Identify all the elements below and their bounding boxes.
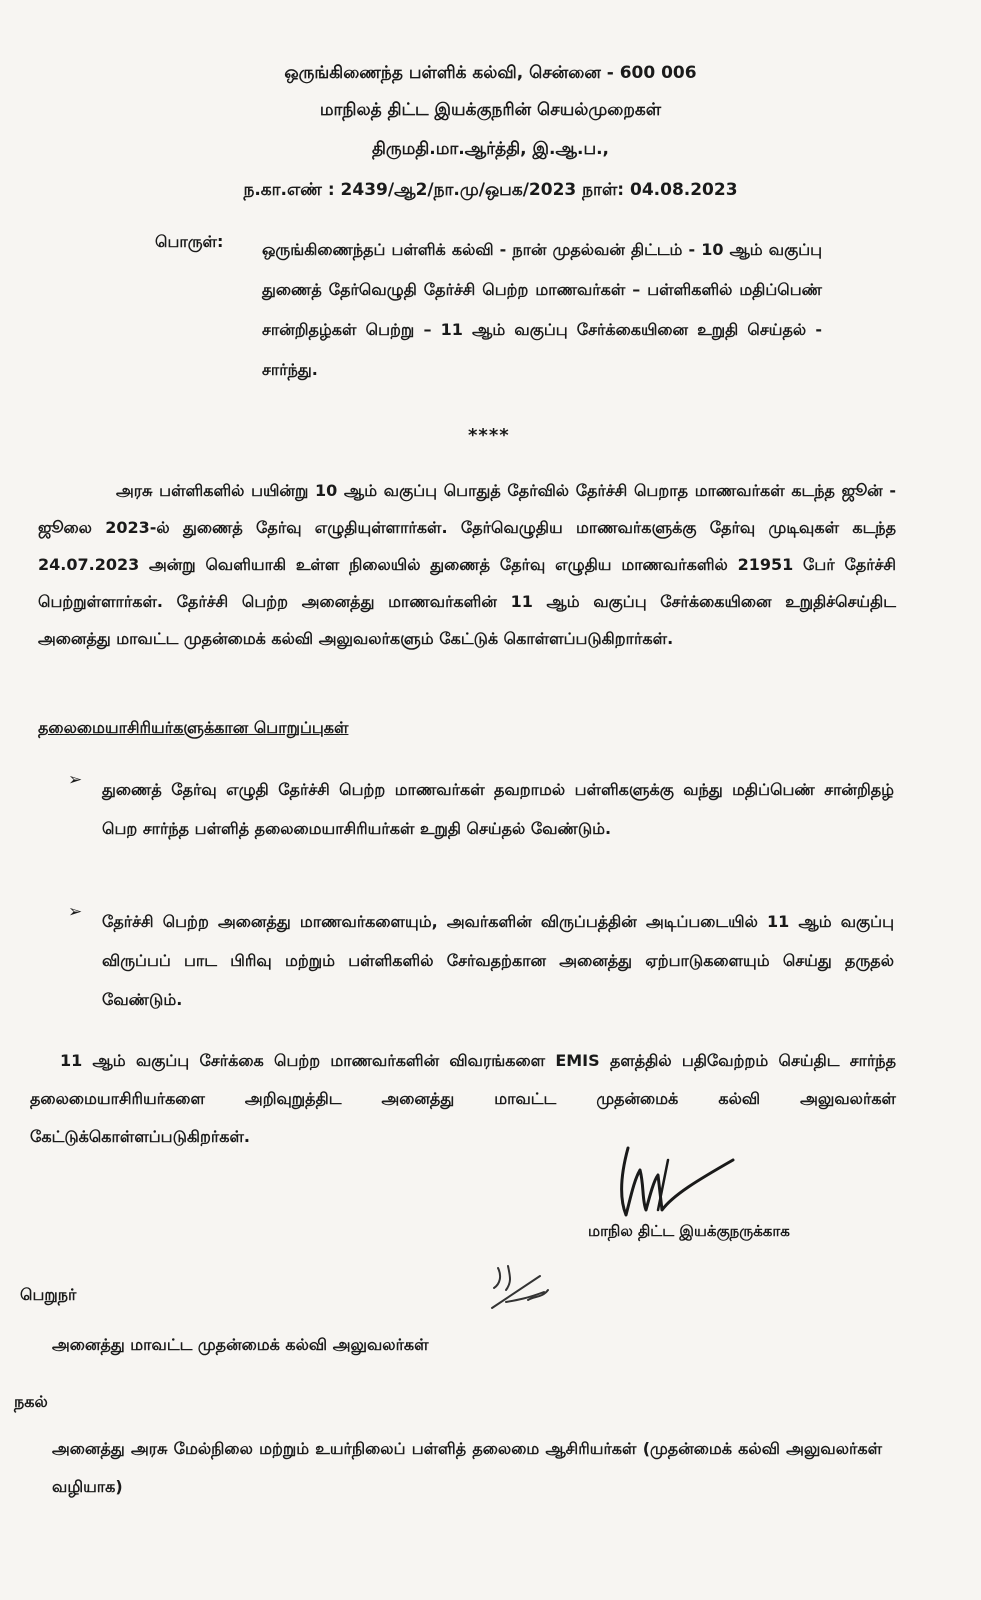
reference-number-date: ந.கா.எண் : 2439/ஆ2/நா.மு/ஒபக/2023 நாள்: 04.08.2023 bbox=[243, 180, 738, 200]
body-paragraph-emis: 11 ஆம் வகுப்பு சேர்க்கை பெற்ற மாணவர்களின் விவரங்களை EMIS தளத்தில் பதிவேற்றம் செய்திட சார்ந்த தலைமையாசிரியர்களை அறிவுறுத்திட அனைத்து மாவட்ட முதன்மைக் கல்வி அலுவலர்கள் கேட்டுக்கொள்ளப்படுகிறர்கள். bbox=[30, 1051, 896, 1146]
bullet-item: தேர்ச்சி பெற்ற அனைத்து மாணவர்களையும், அவர்களின் விருப்பத்தின் அடிப்படையில் 11 ஆம் வகுப்பு விருப்பப் பாட பிரிவு மற்றும் பள்ளிகளில் சேர்வதற்கான அனைத்து ஏற்பாடுகளையும் செய்து தருதல் வேண்டும். bbox=[102, 912, 894, 1009]
body-paragraph-1: அரசு பள்ளிகளில் பயின்று 10 ஆம் வகுப்பு பொதுத் தேர்வில் தேர்ச்சி பெறாத மாணவர்கள் கடந்த ஜூன் - ஜூலை 2023-ல் துணைத் தேர்வு எழுதியுள்ளார்கள். தேர்வெழுதிய மாணவர்களுக்கு தேர்வு முடிவுகள் கடந்த 24.07.2023 அன்று வெளியாகி உள்ள நிலையில் துணைத் தேர்வு எழுதிய மாணவர்களில் 21951 பேர் தேர்ச்சி பெற்றுள்ளார்கள். தேர்ச்சி பெற்ற அனைத்து மாணவர்களின் 11 ஆம் வகுப்பு சேர்க்கையினை உறுதிச்செய்திட அனைத்து மாவட்ட முதன்மைக் கல்வி அலுவலர்களும் கேட்டுக் கொள்ளப்படுகிறார்கள். bbox=[38, 481, 896, 648]
copy-line: அனைத்து அரசு மேல்நிலை மற்றும் உயர்நிலைப் பள்ளித் தலைமை ஆசிரியர்கள் (முதன்மைக் கல்வி அலுவலர்கள் வழியாக) bbox=[52, 1439, 882, 1496]
handwritten-initials bbox=[488, 1262, 558, 1312]
header-officer-name: திருமதி.மா.ஆர்த்தி, இ.ஆ.ப., bbox=[371, 139, 610, 159]
bullet-item: துணைத் தேர்வு எழுதி தேர்ச்சி பெற்ற மாணவர்கள் தவறாமல் பள்ளிகளுக்கு வந்து மதிப்பெண் சான்றிதழ் பெற சார்ந்த பள்ளித் தலைமையாசிரியர்கள் உறுதி செய்தல் வேண்டும். bbox=[102, 780, 895, 838]
copy-label: நகல் bbox=[14, 1392, 48, 1411]
subject-label: பொருள்: bbox=[155, 232, 224, 251]
bullet-arrow-icon: ➢ bbox=[68, 770, 83, 790]
section-separator: **** bbox=[468, 425, 510, 446]
header-office-line: ஒருங்கிணைந்த பள்ளிக் கல்வி, சென்னை - 600 006 bbox=[284, 63, 697, 83]
signatory-title: மாநில திட்ட இயக்குநருக்காக bbox=[588, 1222, 790, 1240]
recipient-line: அனைத்து மாவட்ட முதன்மைக் கல்வி அலுவலர்கள் bbox=[52, 1335, 429, 1354]
subject-text: ஒருங்கிணைந்தப் பள்ளிக் கல்வி - நான் முதல்வன் திட்டம் - 10 ஆம் வகுப்பு துணைத் தேர்வெழுதி தேர்ச்சி பெற்ற மாணவர்கள் – பள்ளிகளில் மதிப்பெண் சான்றிதழ்கள் பெற்று – 11 ஆம் வகுப்பு சேர்க்கையினை உறுதி செய்தல் - சார்ந்து. bbox=[262, 240, 822, 379]
recipient-label: பெறுநர் bbox=[20, 1285, 77, 1304]
header-proceedings-line: மாநிலத் திட்ட இயக்குநரின் செயல்முறைகள் bbox=[319, 100, 662, 120]
signature-image bbox=[588, 1140, 738, 1230]
responsibilities-heading: தலைமையாசிரியர்களுக்கான பொறுப்புகள் bbox=[38, 718, 349, 737]
bullet-arrow-icon: ➢ bbox=[68, 902, 83, 922]
